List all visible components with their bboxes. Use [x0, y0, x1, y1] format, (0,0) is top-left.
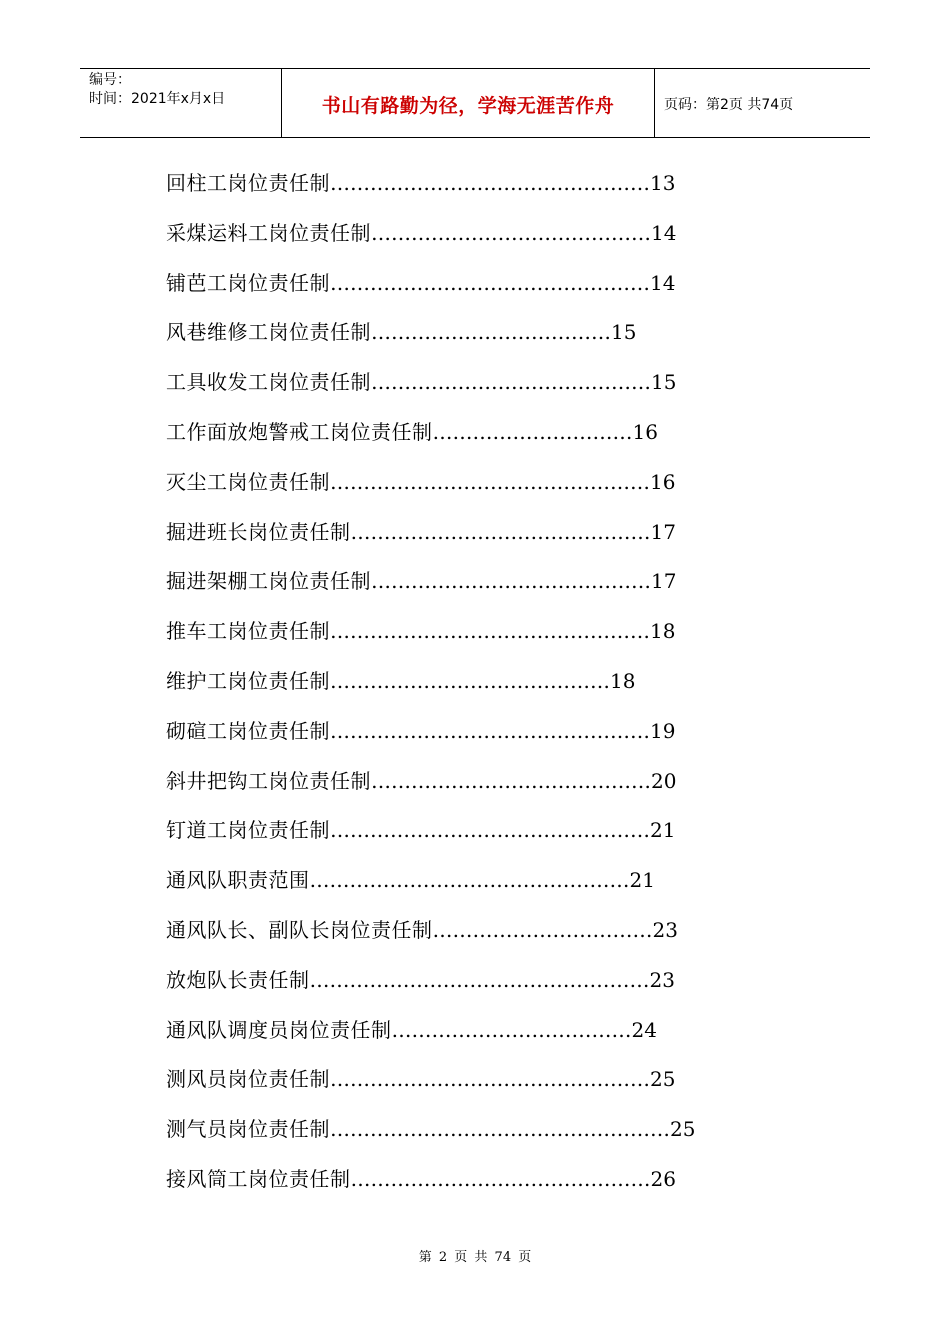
header-page-info: 页码：第2页 共74页	[664, 97, 794, 113]
toc-entry-title: 测气员岗位责任制	[166, 1117, 330, 1142]
toc-entry-page-number: 13	[650, 171, 676, 195]
toc-entry-page-number: 15	[651, 370, 677, 395]
toc-entry[interactable]	[166, 668, 786, 718]
toc-entry-title: 通风队调度员岗位责任制	[166, 1017, 392, 1042]
toc-entry-leader: …………………………………………	[330, 171, 650, 195]
toc-entry[interactable]	[166, 967, 786, 1017]
toc-entry-leader: ……………………………………………	[309, 967, 650, 992]
toc-entry[interactable]	[166, 867, 786, 917]
toc-entry[interactable]	[166, 768, 786, 818]
document-number-label: 编号：	[89, 72, 131, 88]
toc-entry-leader: ……………………………	[432, 917, 653, 942]
toc-entry-title: 推车工岗位责任制	[166, 619, 330, 644]
toc-entry[interactable]	[166, 1017, 786, 1067]
toc-entry-page-number: 16	[632, 419, 658, 444]
header-meta-cell	[80, 69, 282, 137]
toc-entry-title: 通风队职责范围	[166, 868, 310, 893]
toc-entry-title: 铺芭工岗位责任制	[166, 270, 330, 295]
toc-entry-page-number: 19	[650, 718, 676, 743]
toc-entry-title: 工具收发工岗位责任制	[166, 370, 371, 395]
toc-entry-page-number: 16	[650, 469, 676, 494]
toc-entry[interactable]	[166, 1116, 786, 1166]
toc-entry-title: 测风员岗位责任制	[166, 1067, 330, 1092]
toc-entry[interactable]	[166, 270, 786, 320]
toc-entry-page-number: 15	[611, 320, 637, 345]
toc-entry[interactable]	[166, 419, 786, 469]
toc-entry-title: 斜井把钩工岗位责任制	[166, 768, 371, 793]
header-motto-cell	[282, 69, 655, 137]
toc-entry-page-number: 26	[650, 1166, 676, 1191]
toc-entry-title: 放炮队长责任制	[166, 967, 310, 992]
toc-entry-leader: …………………………	[432, 419, 633, 444]
toc-entry-title: 回柱工岗位责任制	[166, 171, 330, 195]
toc-entry-page-number: 21	[650, 818, 676, 843]
document-time-label: 时间：2021年x月x日	[89, 91, 226, 107]
toc-entry[interactable]	[166, 618, 786, 668]
toc-entry-title: 通风队长、副队长岗位责任制	[166, 917, 433, 942]
toc-entry[interactable]	[166, 1166, 786, 1216]
toc-entry-page-number: 14	[650, 270, 676, 295]
toc-entry[interactable]	[166, 718, 786, 768]
toc-entry[interactable]	[166, 220, 786, 270]
toc-entry-leader: ……………………………………………	[330, 1117, 670, 1142]
toc-entry-title: 掘进班长岗位责任制	[166, 519, 351, 544]
toc-entry-leader: ………………………………………	[350, 519, 651, 544]
document-header	[80, 68, 870, 138]
table-of-contents	[166, 170, 786, 1216]
toc-entry[interactable]	[166, 369, 786, 419]
toc-entry[interactable]	[166, 1066, 786, 1116]
toc-entry-leader: ……………………………………	[371, 768, 651, 793]
toc-entry-leader: ………………………………	[391, 1017, 632, 1042]
toc-entry-leader: ……………………………………	[371, 569, 651, 594]
toc-entry[interactable]	[166, 170, 786, 220]
toc-entry-leader: ……………………………………	[371, 220, 651, 245]
toc-entry-page-number: 23	[649, 967, 675, 992]
toc-entry-page-number: 18	[610, 668, 636, 693]
toc-entry-page-number: 20	[651, 768, 677, 793]
toc-entry[interactable]	[166, 519, 786, 569]
toc-entry-title: 采煤运料工岗位责任制	[166, 220, 371, 245]
toc-entry-leader: …………………………………………	[330, 718, 650, 743]
toc-entry-leader: …………………………………………	[330, 1067, 650, 1092]
toc-entry-title: 砌碹工岗位责任制	[166, 718, 330, 743]
toc-entry-page-number: 17	[650, 519, 676, 544]
toc-entry-title: 工作面放炮警戒工岗位责任制	[166, 419, 433, 444]
toc-entry-title: 灭尘工岗位责任制	[166, 469, 330, 494]
toc-entry-page-number: 25	[650, 1067, 676, 1092]
toc-entry-leader: …………………………………………	[330, 818, 650, 843]
page-footer: 第 2 页 共 74 页	[418, 1250, 532, 1265]
toc-entry-leader: ……………………………………	[330, 668, 610, 693]
toc-entry-leader: …………………………………………	[330, 270, 650, 295]
toc-entry-title: 掘进架棚工岗位责任制	[166, 569, 371, 594]
toc-entry[interactable]	[166, 319, 786, 369]
header-motto: 书山有路勤为径，学海无涯苦作舟	[321, 94, 615, 117]
toc-entry-leader: ………………………………………	[350, 1166, 651, 1191]
toc-entry-leader: …………………………………………	[330, 469, 650, 494]
header-page-cell	[655, 69, 870, 137]
toc-entry-page-number: 17	[651, 569, 677, 594]
toc-entry-page-number: 21	[629, 868, 655, 893]
toc-entry[interactable]	[166, 568, 786, 618]
toc-entry-title: 钉道工岗位责任制	[166, 818, 330, 843]
toc-entry-title: 接风筒工岗位责任制	[166, 1166, 351, 1191]
toc-entry-title: 风巷维修工岗位责任制	[166, 320, 371, 345]
toc-entry-title: 维护工岗位责任制	[166, 668, 330, 693]
toc-entry-leader: ………………………………	[371, 320, 611, 345]
toc-entry[interactable]	[166, 469, 786, 519]
toc-entry-page-number: 14	[651, 220, 677, 245]
toc-entry[interactable]	[166, 817, 786, 867]
toc-entry-page-number: 23	[652, 917, 678, 942]
toc-entry-page-number: 24	[631, 1017, 657, 1042]
toc-entry-leader: …………………………………………	[330, 619, 650, 644]
toc-entry-leader: ……………………………………	[371, 370, 651, 395]
toc-entry-page-number: 18	[650, 619, 676, 644]
toc-entry-leader: …………………………………………	[309, 868, 630, 893]
toc-entry[interactable]	[166, 917, 786, 967]
toc-entry-page-number: 25	[670, 1117, 696, 1142]
